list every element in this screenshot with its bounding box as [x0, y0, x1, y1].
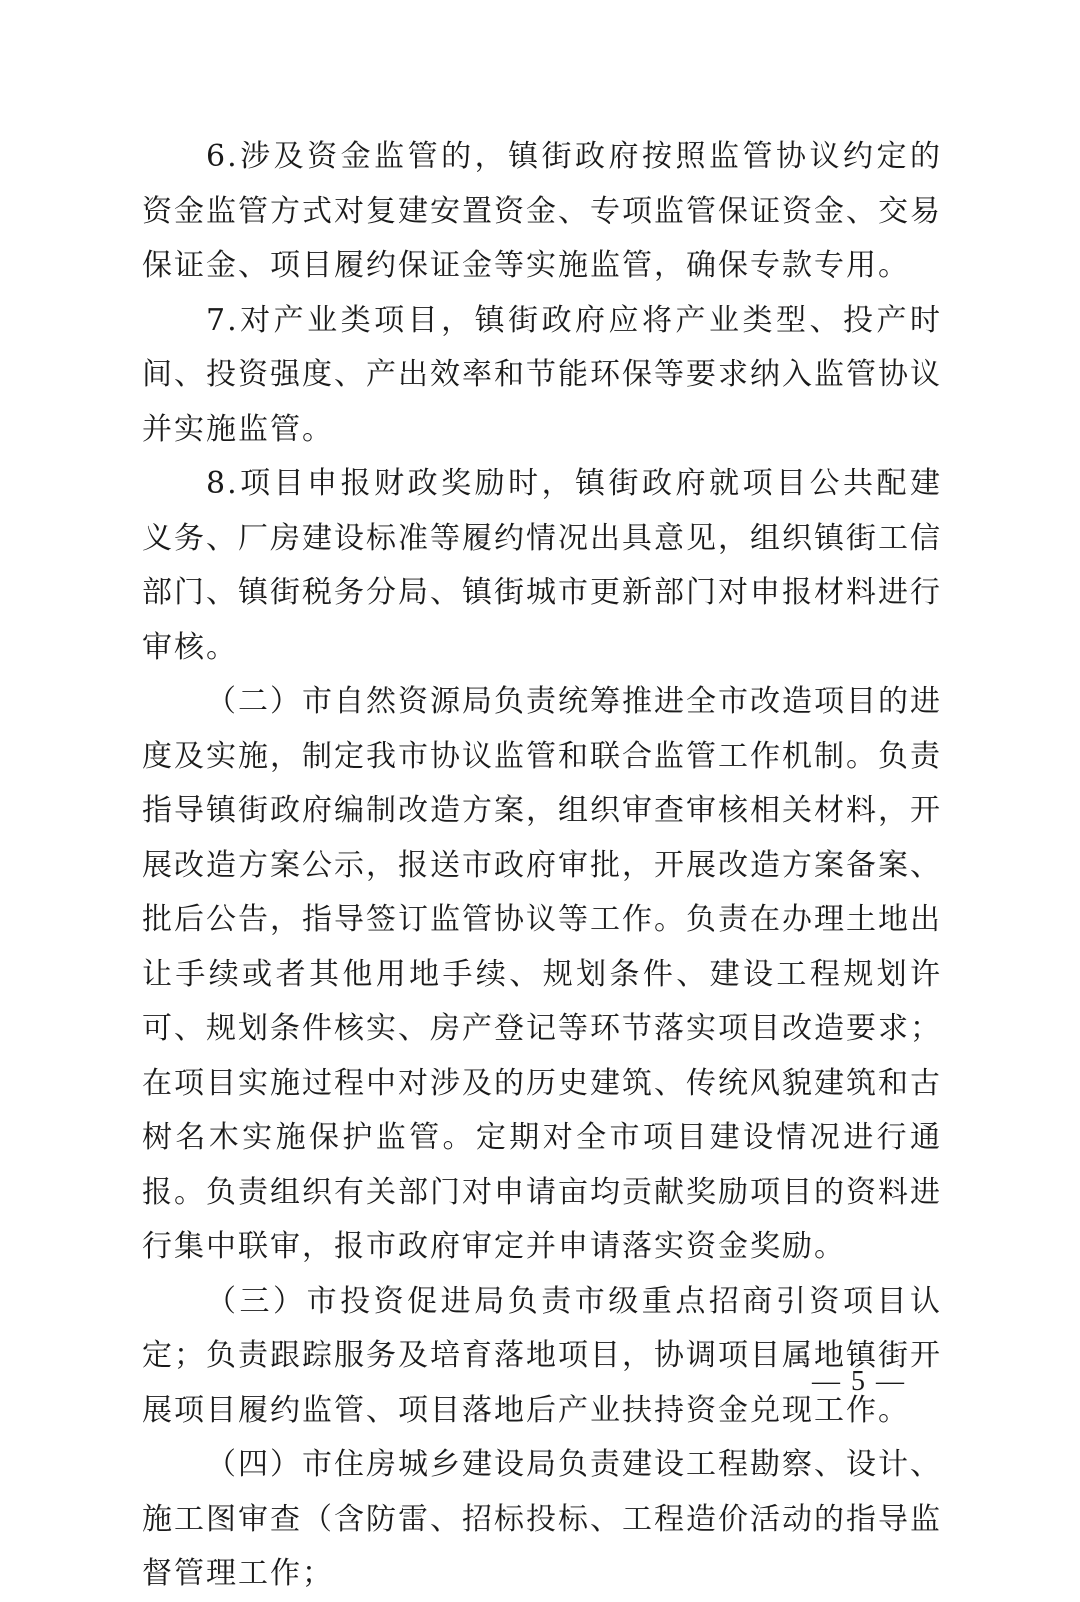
- paragraph-section-4: （四）市住房城乡建设局负责建设工程勘察、设计、施工图审查（含防雷、招标投标、工程造价活动的指导监督管理工作；: [142, 1447, 942, 1591]
- paragraph-section-3: （三）市投资促进局负责市级重点招商引资项目认定；负责跟踪服务及培育落地项目，协调项目属地镇街开展项目履约监管、项目落地后产业扶持资金兑现工作。: [142, 1283, 942, 1428]
- page-number: — 5 —: [812, 1366, 906, 1397]
- paragraph-item-6: 6.涉及资金监管的，镇街政府按照监管协议约定的资金监管方式对复建安置资金、专项监管保证资金、交易保证金、项目履约保证金等实施监管，确保专款专用。: [142, 139, 942, 283]
- paragraph-item-8: 8.项目申报财政奖励时，镇街政府就项目公共配建义务、厂房建设标准等履约情况出具意见，组织镇街工信部门、镇街税务分局、镇街城市更新部门对申报材料进行审核。: [142, 466, 942, 665]
- paragraph-item-7: 7.对产业类项目，镇街政府应将产业类型、投产时间、投资强度、产出效率和节能环保等要求纳入监管协议并实施监管。: [142, 302, 942, 447]
- paragraph-section-2: （二）市自然资源局负责统筹推进全市改造项目的进度及实施，制定我市协议监管和联合监管工作机制。负责指导镇街政府编制改造方案，组织审查审核相关材料，开展改造方案公示，报送市政府审批，开展改造方案备案、批后公告，指导签订监管协议等工作。负责在办理土地出让手续或者其他用地手续、规划条件、建设工程规划许可、规划条件核实、房产登记等环节落实项目改造要求；在项目实施过程中对涉及的历史建筑、传统风貌建筑和古树名木实施保护监管。定期对全市项目建设情况进行通报。负责组织有关部门对申请亩均贡献奖励项目的资料进行集中联审，报市政府审定并申请落实资金奖励。: [142, 684, 942, 1264]
